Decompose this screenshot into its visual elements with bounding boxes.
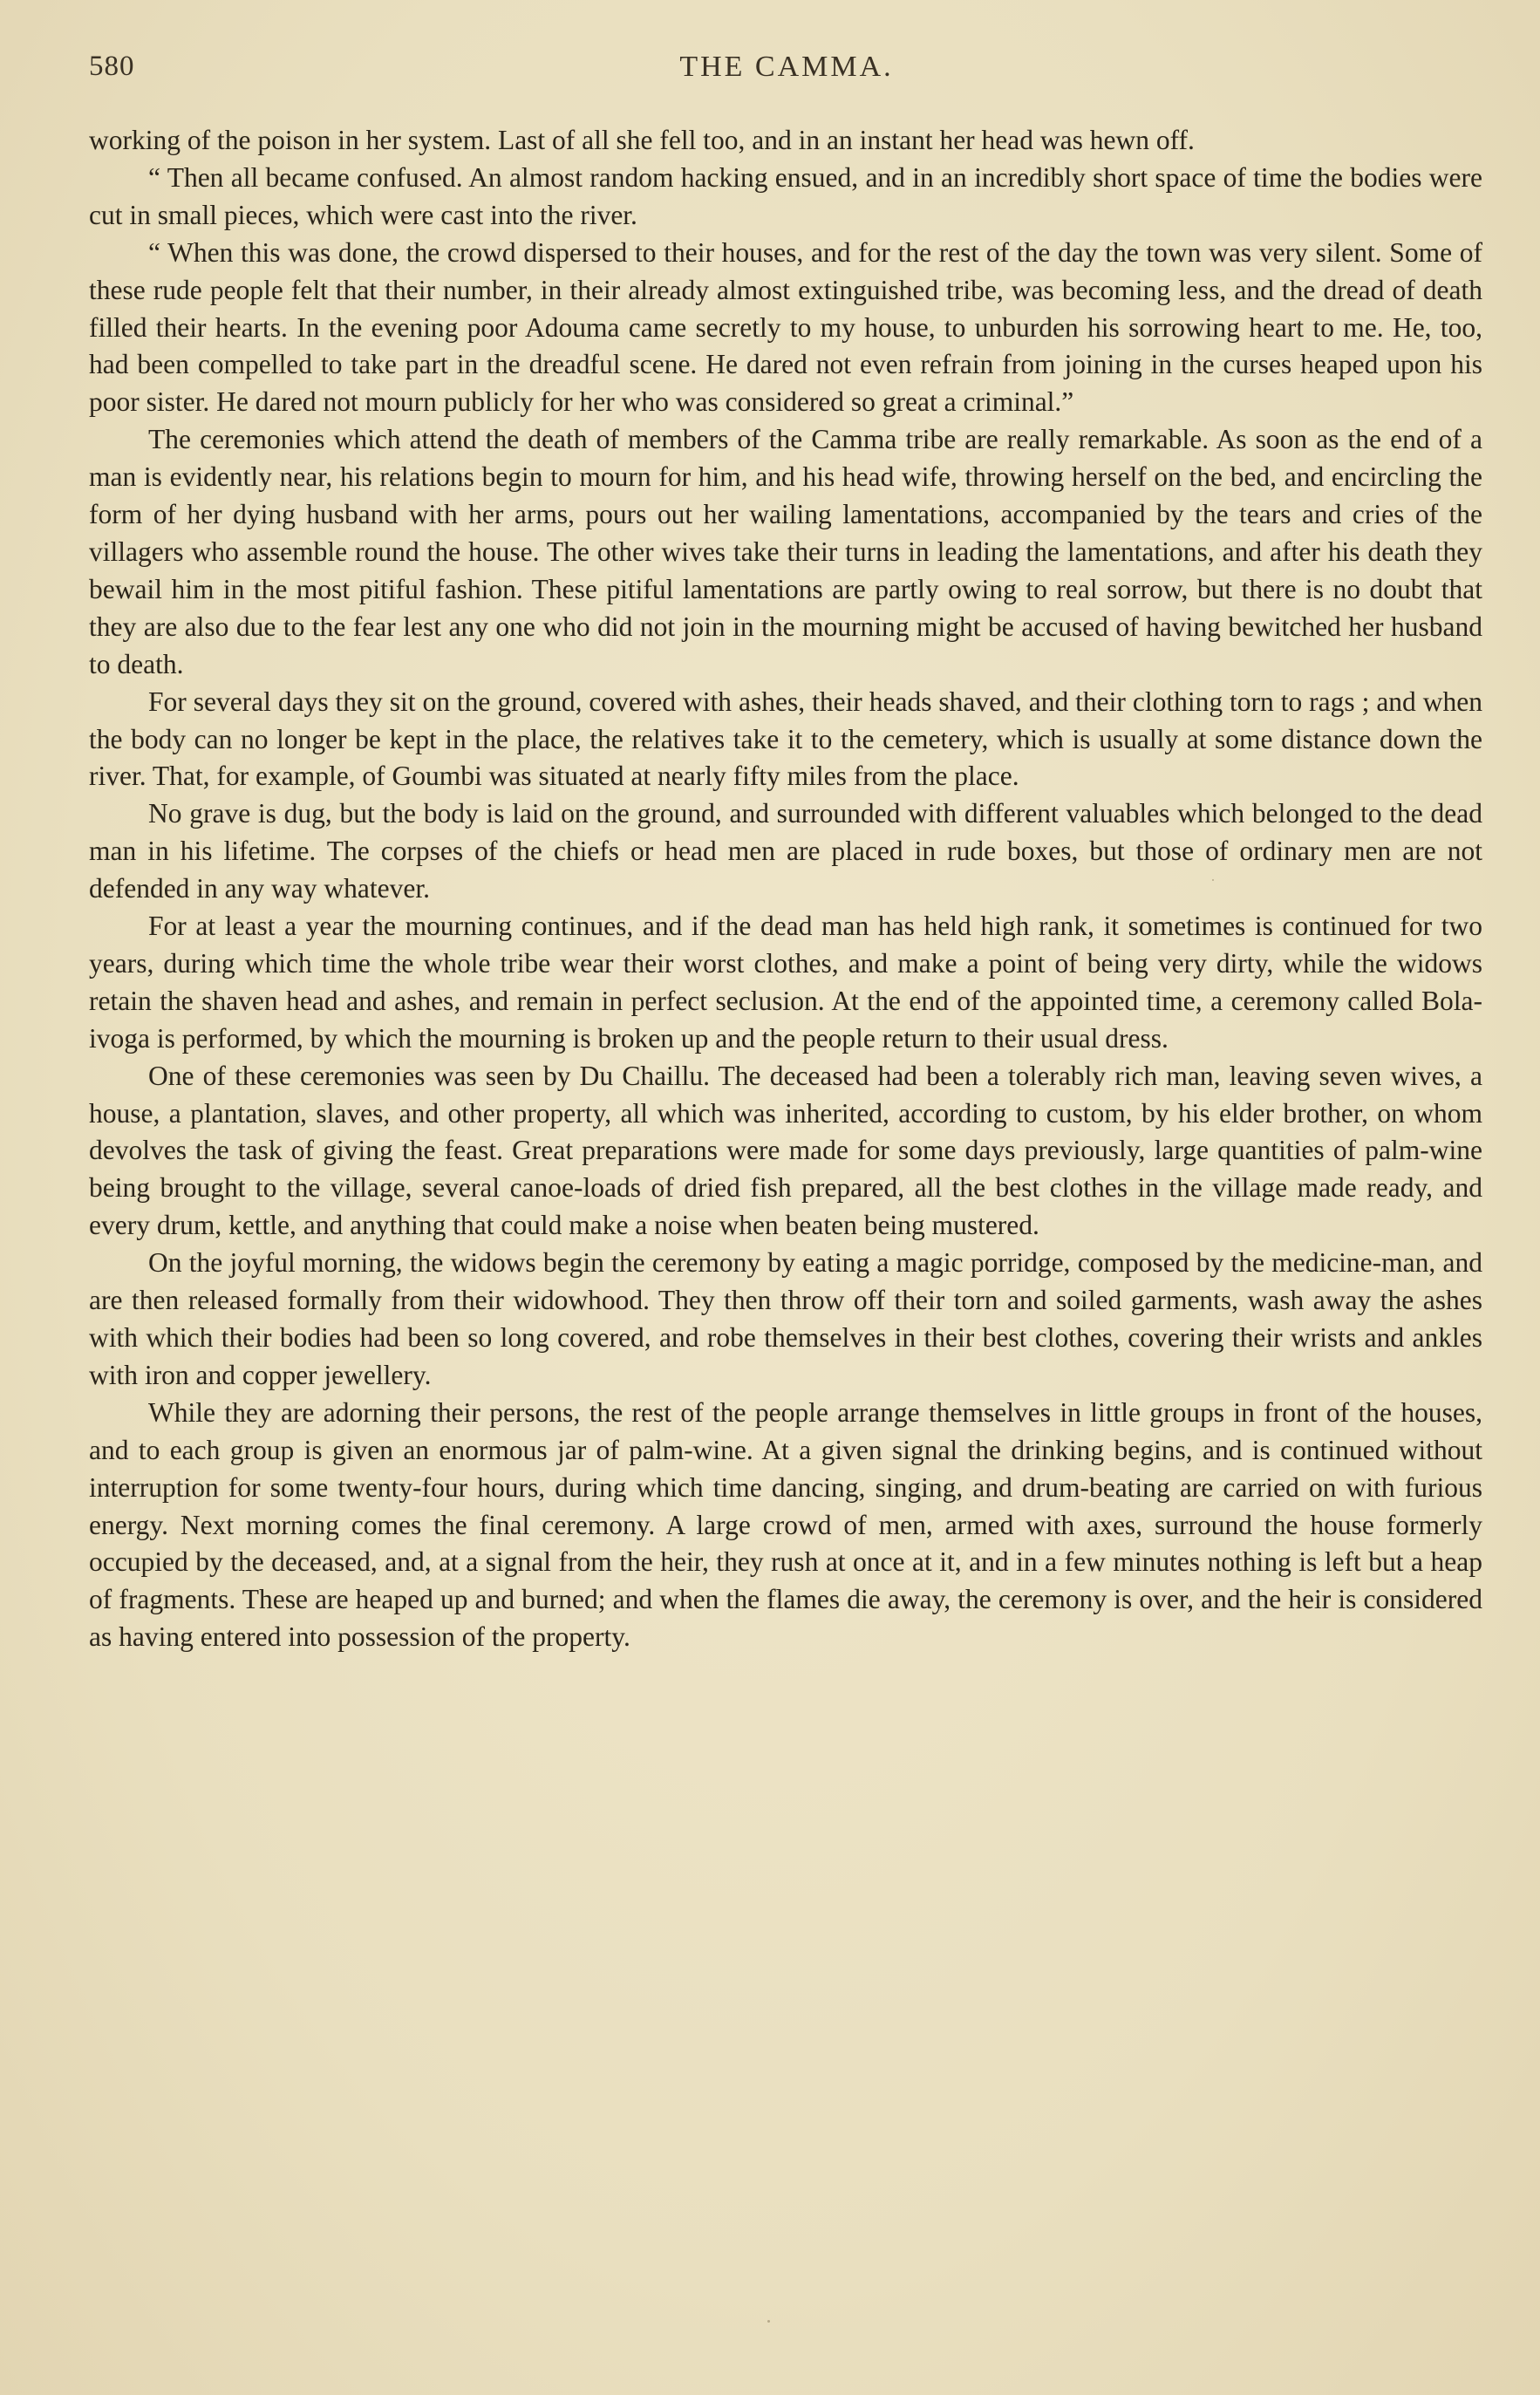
paper-speck bbox=[1212, 879, 1214, 881]
paragraph: One of these ceremonies was seen by Du Chaillu. The deceased had been a tolerably rich man, leaving seven wives, a house, a plantation, slaves, and other property, all which was inherited, according to custom, by his elder brother, on whom devolves the task of giving the feast. Great preparations were made for some days previously, large quantities of palm-wine being brought to the village, several canoe-loads of dried fish prepared, all the best clothes in the village made ready, and every drum, kettle, and anything that could make a noise when beaten being mustered. bbox=[89, 1060, 1482, 1241]
page-number: 580 bbox=[89, 51, 135, 82]
paragraph: working of the poison in her system. Last of all she fell too, and in an instant her head was hewn off. bbox=[89, 125, 1195, 155]
body-text bbox=[89, 122, 1482, 1656]
running-title: THE CAMMA. bbox=[679, 51, 894, 83]
running-head bbox=[89, 51, 1484, 89]
paragraph: The ceremonies which attend the death of members of the Camma tribe are really remarkable. As soon as the end of a man is evidently near, his relations begin to mourn for him, and his head wife, throwing herself on the bed, and encircling the form of her dying husband with her arms, pours out her wailing lamentations, accompanied by the tears and cries of the villagers who assemble round the house. The other wives take their turns in leading the lamentations, and after his death they bewail him in the most pitiful fashion. These pitiful lamentations are partly owing to real sorrow, but there is no doubt that they are also due to the fear lest any one who did not join in the mourning might be accused of having bewitched her husband to death. bbox=[89, 424, 1482, 679]
paragraph: For at least a year the mourning continues, and if the dead man has held high rank, it sometimes is continued for two years, during which time the whole tribe wear their worst clothes, and make a point of being very dirty, while the widows retain the shaven head and ashes, and remain in perfect seclusion. At the end of the appointed time, a ceremony called Bola-ivoga is performed, by which the mourning is broken up and the people return to their usual dress. bbox=[89, 911, 1482, 1054]
paragraph: No grave is dug, but the body is laid on the ground, and surrounded with different valuables which belonged to the dead man in his lifetime. The corpses of the chiefs or head men are placed in rude boxes, but those of ordinary men are not defended in any way whatever. bbox=[89, 798, 1482, 904]
paper-speck bbox=[767, 2320, 770, 2323]
paragraph: While they are adorning their persons, the rest of the people arrange themselves in little groups in front of the houses, and to each group is given an enormous jar of palm-wine. At a given signal the drinking begins, and is continued without interruption for some twenty-four hours, during which time dancing, singing, and drum-beating are carried on with furious energy. Next morning comes the final ceremony. A large crowd of men, armed with axes, surround the house formerly occupied by the deceased, and, at a signal from the heir, they rush at once at it, and in a few minutes nothing is left but a heap of fragments. These are heaped up and burned; and when the flames die away, the ceremony is over, and the heir is considered as having entered into possession of the property. bbox=[89, 1396, 1482, 1653]
paragraph: “ Then all became confused. An almost random hacking ensued, and in an incredibly short space of time the bodies were cut in small pieces, which were cast into the river. bbox=[89, 161, 1482, 230]
paragraph: For several days they sit on the ground, covered with ashes, their heads shaved, and their clothing torn to rags ; and when the body can no longer be kept in the place, the relatives take it to the cemetery, which is usually at some distance down the river. That, for example, of Goumbi was situated at nearly fifty miles from the place. bbox=[89, 686, 1482, 792]
paragraph: “ When this was done, the crowd dispersed to their houses, and for the rest of the day the town was very silent. Some of these rude people felt that their number, in their already almost extinguished tribe, was becoming less, and the dread of death filled their hearts. In the evening poor Adouma came secretly to my house, to unburden his sorrowing heart to me. He, too, had been compelled to take part in the dreadful scene. He dared not even refrain from joining in the curses heaped upon his poor sister. He dared not mourn publicly for her who was considered so great a criminal.” bbox=[89, 236, 1482, 418]
paragraph: On the joyful morning, the widows begin the ceremony by eating a magic porridge, composed by the medicine-man, and are then released formally from their widowhood. They then throw off their torn and soiled garments, wash away the ashes with which their bodies had been so long covered, and robe themselves in their best clothes, covering their wrists and ankles with iron and copper jewellery. bbox=[89, 1247, 1482, 1390]
